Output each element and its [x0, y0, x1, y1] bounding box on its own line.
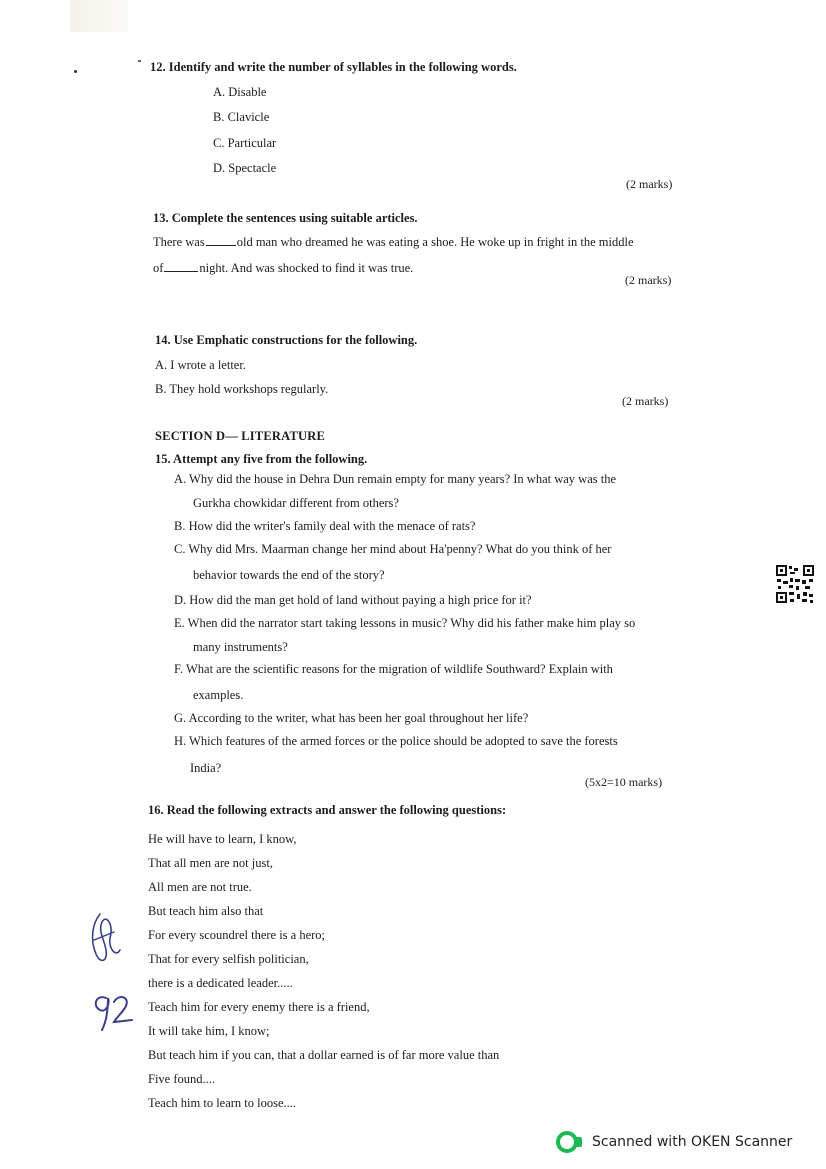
handwritten-signature — [86, 910, 126, 970]
q13-marks: (2 marks) — [625, 273, 672, 287]
question-15-heading: 15. Attempt any five from the following. — [155, 452, 368, 466]
q13-line2-start: of — [153, 261, 164, 275]
q12-marks: (2 marks) — [626, 177, 673, 191]
q14-marks: (2 marks) — [622, 394, 669, 408]
poem-line: For every scoundrel there is a hero; — [148, 928, 326, 942]
poem-line: Five found.... — [148, 1072, 216, 1086]
scan-speck — [138, 60, 141, 62]
q12-option-b: B. Clavicle — [213, 110, 270, 124]
q15-option-e: E. When did the narrator start taking lessons in music? Why did his father make him play so — [174, 616, 636, 630]
q14-item-b: B. They hold workshops regularly. — [155, 382, 329, 396]
scanner-logo-icon — [556, 1131, 584, 1153]
answer-blank — [164, 260, 198, 272]
poem-line: All men are not true. — [148, 880, 252, 894]
poem-line: But teach him also that — [148, 904, 264, 918]
question-12-heading: 12. Identify and write the number of syllables in the following words. — [150, 60, 517, 74]
poem-line: It will take him, I know; — [148, 1024, 270, 1038]
q14-item-a: A. I wrote a letter. — [155, 358, 246, 372]
scanner-watermark-text: Scanned with OKEN Scanner — [592, 1134, 793, 1150]
poem-line: Teach him to learn to loose.... — [148, 1096, 297, 1110]
q15-option-h-cont: India? — [190, 761, 222, 775]
q13-line1-start: There was — [153, 235, 205, 249]
q15-option-b: B. How did the writer's family deal with the menace of rats? — [174, 519, 476, 533]
q13-line2-end: night. And was shocked to find it was true. — [199, 261, 414, 275]
answer-blank — [206, 234, 236, 246]
section-d-heading: SECTION D— LITERATURE — [155, 429, 325, 443]
q15-option-d: D. How did the man get hold of land without paying a high price for it? — [174, 593, 532, 607]
handwritten-score-92 — [88, 988, 140, 1032]
question-13-heading: 13. Complete the sentences using suitable articles. — [153, 211, 418, 225]
poem-line: He will have to learn, I know, — [148, 832, 297, 846]
scan-edge-shadow — [70, 0, 128, 32]
question-14-heading: 14. Use Emphatic constructions for the following. — [155, 333, 418, 347]
q15-option-a-cont: Gurkha chowkidar different from others? — [193, 496, 399, 510]
qr-code-icon — [775, 564, 815, 604]
q13-line1-end: old man who dreamed he was eating a shoe. He woke up in fright in the middle — [236, 235, 634, 249]
q15-option-c: C. Why did Mrs. Maarman change her mind about Ha'penny? What do you think of her — [174, 542, 612, 556]
poem-line: That all men are not just, — [148, 856, 273, 870]
poem-line: Teach him for every enemy there is a friend, — [148, 1000, 370, 1014]
question-16-heading: 16. Read the following extracts and answer the following questions: — [148, 803, 507, 817]
q15-option-e-cont: many instruments? — [193, 640, 288, 654]
scan-speck — [74, 70, 77, 73]
q15-option-g: G. According to the writer, what has been her goal throughout her life? — [174, 711, 529, 725]
q12-option-c: C. Particular — [213, 136, 277, 150]
poem-line: That for every selfish politician, — [148, 952, 309, 966]
poem-line: there is a dedicated leader..... — [148, 976, 293, 990]
q12-option-a: A. Disable — [213, 85, 267, 99]
q15-option-f: F. What are the scientific reasons for the migration of wildlife Southward? Explain with — [174, 662, 613, 676]
q15-option-h: H. Which features of the armed forces or the police should be adopted to save the forests — [174, 734, 618, 748]
q15-option-f-cont: examples. — [193, 688, 244, 702]
q12-option-d: D. Spectacle — [213, 161, 277, 175]
poem-line: But teach him if you can, that a dollar earned is of far more value than — [148, 1048, 500, 1062]
q15-option-c-cont: behavior towards the end of the story? — [193, 568, 385, 582]
q13-sentence-line-2 — [153, 260, 413, 276]
q13-sentence-line-1 — [153, 234, 634, 250]
scanner-watermark — [556, 1131, 792, 1153]
q15-marks: (5x2=10 marks) — [585, 775, 663, 789]
q15-option-a: A. Why did the house in Dehra Dun remain empty for many years? In what way was the — [174, 472, 617, 486]
